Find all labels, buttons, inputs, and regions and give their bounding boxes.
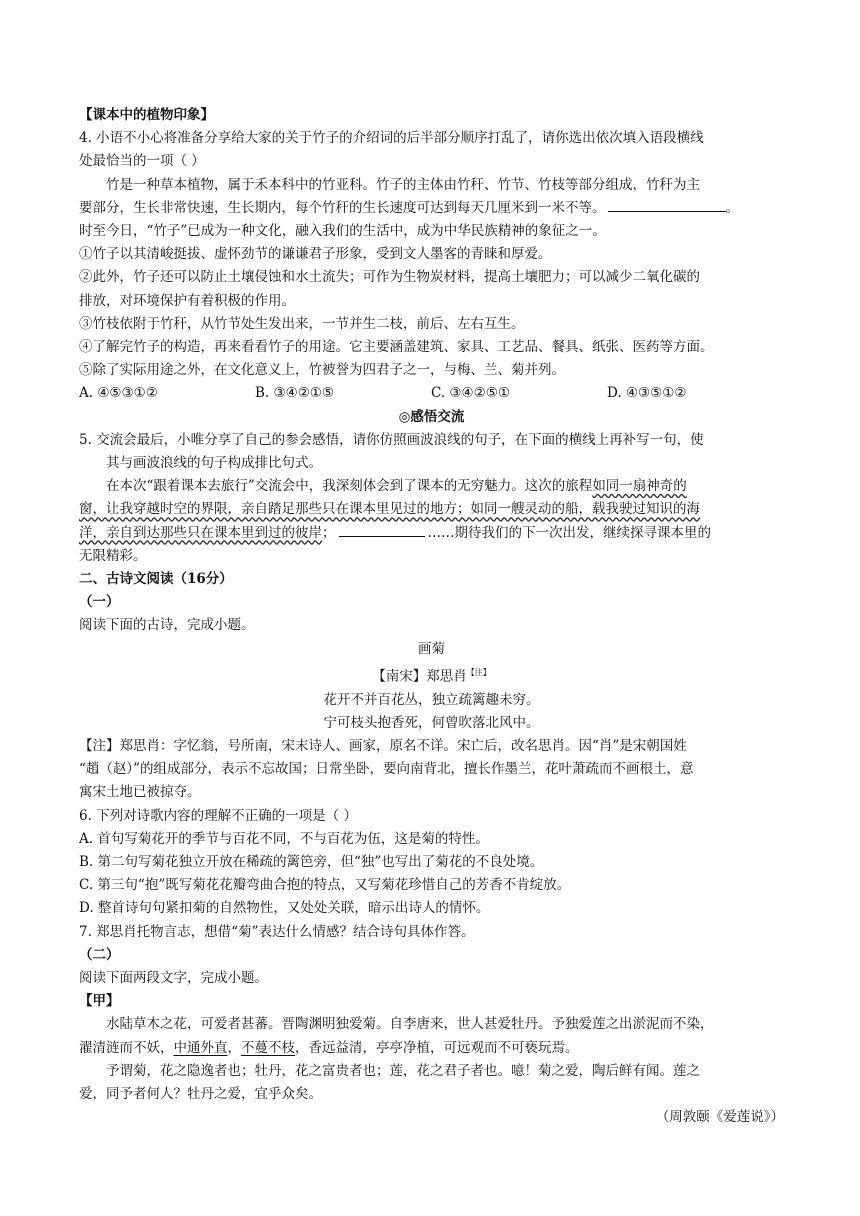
part-one-heading: （一） (79, 594, 120, 611)
q4-option-d[interactable]: D. ④③⑤①② (607, 385, 687, 402)
q4-item-2-line-1: ②此外，竹子还可以防止土壤侵蚀和水土流失；可作为生物炭材料，提高土壤肥力；可以减少二氧化碳的 (79, 269, 700, 286)
prose-comma: ， (227, 1039, 241, 1056)
q5-answer-blank[interactable] (339, 536, 425, 537)
q6-option-c[interactable]: C. 第三句“抱”既写菊花花瓣弯曲合抱的特点，又写菊花珍惜自己的芳香不肯绽放。 (79, 877, 571, 894)
q4-option-b[interactable]: B. ③④②①⑤ (255, 385, 335, 402)
q5-wavy-sentence-end: 洋，亲自到达那些只在课本里到过的彼岸 (79, 524, 322, 541)
q4-passage-period: 。 (725, 199, 739, 216)
q4-passage-line-2 (79, 197, 784, 220)
q5-stem-line-2: 其与画波浪线的句子构成排比句式。 (106, 455, 322, 472)
q4-passage-text: 要部分，生长非常快速，生长期内，每个竹秆的生长速度可达到每天几厘米到一米不等。 (79, 199, 606, 216)
poem-note-marker: 【注】 (466, 667, 491, 677)
poem-note-line-3: 寓宋土地已被掠夺。 (79, 784, 201, 801)
section-heading-classical: 二、古诗文阅读（16分） (79, 571, 233, 588)
q5-passage-continuation: ……期待我们的下一次出发，继续探寻课本里的 (427, 524, 711, 541)
q4-item-1: ①竹子以其清峻挺拔、虚怀劲节的谦谦君子形象，受到文人墨客的青睐和厚爱。 (79, 246, 552, 263)
section-heading-plant: 【课本中的植物印象】 (79, 107, 214, 123)
q4-item-4: ④了解完竹子的构造，再来看看竹子的用途。它主要涵盖建筑、家具、工艺品、餐具、纸张、医药等方面。 (79, 339, 714, 356)
poem-instruction: 阅读下面的古诗，完成小题。 (79, 617, 255, 634)
prose-source: （周敦颐《爱莲说》） (655, 1109, 784, 1126)
q5-passage-line-3 (79, 522, 784, 545)
q5-passage-text: 在本次“跟着课本去旅行”交流会中，我深刻体会到了课本的无穷魅力。这次的旅程 (106, 478, 593, 495)
poem-line-2: 宁可枝头抱香死，何曾吹落北风中。 (323, 714, 540, 731)
q4-answer-blank[interactable] (608, 211, 726, 212)
q6-option-d[interactable]: D. 整首诗句句紧扣菊的自然物性，又处处关联，暗示出诗人的情怀。 (79, 900, 490, 917)
q7-stem: 7. 郑思肖托物言志，想借“菊”表达什么情感？结合诗句具体作答。 (79, 923, 475, 940)
q4-item-5: ⑤除了实际用途之外，在文化意义上，竹被誉为四君子之一，与梅、兰、菊并列。 (79, 362, 565, 379)
q5-separator: ； (322, 524, 336, 541)
q6-option-a[interactable]: A. 首句写菊花开的季节与百花不同，不与百花为伍，这是菊的特性。 (79, 830, 489, 847)
q6-stem: 6. 下列对诗歌内容的理解不正确的一项是（ ） (79, 807, 357, 824)
poem-line-1: 花开不并百花丛，独立疏篱趣未穷。 (323, 691, 540, 708)
q4-options (79, 382, 784, 405)
q4-option-c[interactable]: C. ③④②⑤① (431, 385, 510, 402)
q5-wavy-sentence-start: 如同一扇神奇的 (592, 478, 687, 495)
prose-text: 濯清涟而不妖， (79, 1039, 174, 1056)
prose-text-end: ，香远益清，亭亭净植，可远观而不可亵玩焉。 (295, 1039, 579, 1056)
q4-item-3: ③竹枝依附于竹秆，从竹节处生发出来，一节并生二枝，前后、左右互生。 (79, 315, 525, 332)
q6-option-b[interactable]: B. 第二句写菊花独立开放在稀疏的篱笆旁，但“独”也写出了菊花的不良处境。 (79, 854, 544, 870)
document-page (79, 104, 784, 1129)
prose-underlined-phrase-2: 不蔓不枝 (241, 1039, 295, 1056)
q5-stem-line-1: 5. 交流会最后，小唯分享了自己的参会感悟，请你仿照画波浪线的句子，在下面的横线上再补写一句，使 (79, 431, 704, 448)
q4-passage-line-3: 时至今日，“竹子”已成为一种文化，融入我们的生活中，成为中华民族精神的象征之一。 (79, 223, 606, 240)
q5-passage-line-4: 无限精彩。 (79, 547, 147, 564)
q4-stem-line-2: 处最恰当的一项（ ） (79, 153, 205, 170)
q4-option-a[interactable]: A. ④⑤③①② (79, 385, 158, 402)
poem-author (79, 661, 784, 689)
poem-note-line-2: “趙（赵）”的组成部分，表示不忘故国；日常坐卧，要向南背北，擅长作墨兰，花叶萧疏而不画根土，意 (79, 761, 694, 778)
q5-wavy-sentence-middle: 窗，让我穿越时空的界限，亲自踏足那些只在课本里见过的地方；如同一艘灵动的船，载我驶过知识的海 (79, 501, 700, 518)
q4-passage-line-1: 竹是一种草本植物，属于禾本科中的竹亚科。竹子的主体由竹秆、竹节、竹枝等部分组成，竹秆为主 (106, 176, 700, 193)
prose-para-1-line-2 (79, 1037, 784, 1060)
prose-para-1-line-1: 水陆草木之花，可爱者甚蕃。晋陶渊明独爱菊。自李唐来，世人甚爱牡丹。予独爱莲之出淤泥而不染， (106, 1016, 714, 1033)
prose-para-2-line-2: 爱，同予者何人？牡丹之爱，宜乎众矣。 (79, 1086, 322, 1103)
part-two-heading: （二） (79, 946, 120, 963)
q4-stem-line-1: 4. 小语不小心将准备分享给大家的关于竹子的介绍词的后半部分顺序打乱了，请你选出依次填入语段横线 (79, 130, 704, 147)
q5-passage-line-2 (79, 498, 784, 521)
prose-underlined-phrase-1: 中通外直 (173, 1039, 228, 1056)
prose-para-2-line-1: 予谓菊，花之隐逸者也；牡丹，花之富贵者也；莲，花之君子者也。噫！菊之爱，陶后鲜有闻。莲之 (106, 1062, 700, 1079)
q5-passage-line-1 (79, 475, 784, 498)
section-heading-exchange: ◎感悟交流 (398, 408, 465, 425)
prose-instruction: 阅读下面两段文字，完成小题。 (79, 970, 268, 987)
poem-author-name: 【南宋】郑思肖 (372, 668, 467, 685)
jia-label: 【甲】 (79, 993, 120, 1010)
q4-item-2-line-2: 排放，对环境保护有着积极的作用。 (79, 292, 295, 309)
poem-note-line-1: 【注】郑思肖：字忆翁，号所南，宋末诗人、画家，原名不详。宋亡后，改名思肖。因“肖”是宋朝国姓 (79, 737, 687, 754)
poem-title: 画菊 (418, 640, 445, 657)
